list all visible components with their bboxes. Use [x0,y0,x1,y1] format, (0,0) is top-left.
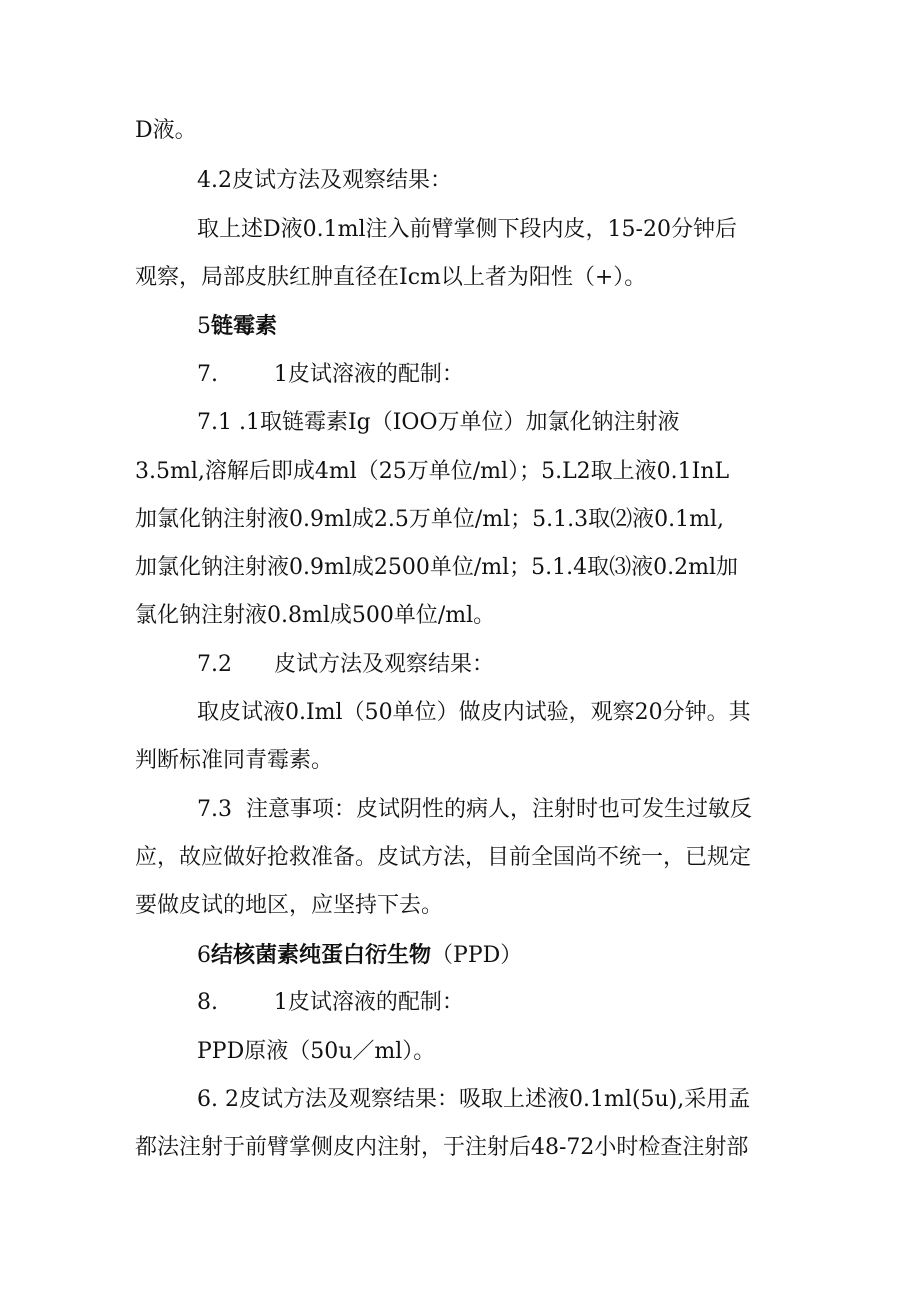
text-line: 观察，局部皮肤红肿直径在Icm以上者为阳性（+）。 [135,265,647,290]
text-line: 7.3 注意事项：皮试阴性的病人，注射时也可发生过敏反 [197,797,752,822]
text-line: D液。 [135,118,197,143]
text-line: PPD原液（50u／ml）。 [197,1039,436,1064]
text-line: 应，故应做好抢救准备。皮试方法，目前全国尚不统一，已规定 [135,845,752,870]
section-heading: 7.2 皮试方法及观察结果： [197,652,494,677]
text-line: 氯化钠注射液0.8ml成500单位/ml。 [135,603,496,628]
text-line: 3.5ml,溶解后即成4ml（25万单位/ml）；5.L2取上液0.1InL [135,459,730,484]
text-line: 判断标准同青霉素。 [135,748,334,773]
section-heading: 8. 1皮试溶液的配制： [197,990,464,1015]
text-line: 加氯化钠注射液0.9ml成2.5万单位/ml；5.1.3取⑵液0.1ml, [135,507,725,532]
section-number: 6 [197,943,211,968]
section-heading: 4.2皮试方法及观察结果： [197,168,452,193]
text-line: 都法注射于前臂掌侧皮内注射，于注射后48-72小时检查注射部 [135,1135,749,1160]
section-heading: 7. 1皮试溶液的配制： [197,362,464,387]
text-line: 加氯化钠注射液0.9ml成2500单位/ml；5.1.4取⑶液0.2ml加 [135,555,739,580]
section-title-text: 结核菌素纯蛋白衍生物 [211,942,432,968]
section-title-suffix: （PPD） [431,943,523,968]
section-number: 5 [197,314,211,339]
text-line: 7.1 .1取链霉素Ig（IOO万单位）加氯化钠注射液 [197,410,680,435]
text-line: 要做皮试的地区，应坚持下去。 [135,893,444,918]
text-line: 取上述D液0.1ml注入前臂掌侧下段内皮，15-20分钟后 [197,217,737,242]
section-title-text: 链霉素 [211,313,278,339]
section-title [197,311,277,342]
text-line: 取皮试液0.Iml（50单位）做皮内试验，观察20分钟。其 [197,700,751,725]
text-line: 6. 2皮试方法及观察结果：吸取上述液0.1ml(5u),采用孟 [197,1087,751,1112]
section-title [197,940,522,971]
